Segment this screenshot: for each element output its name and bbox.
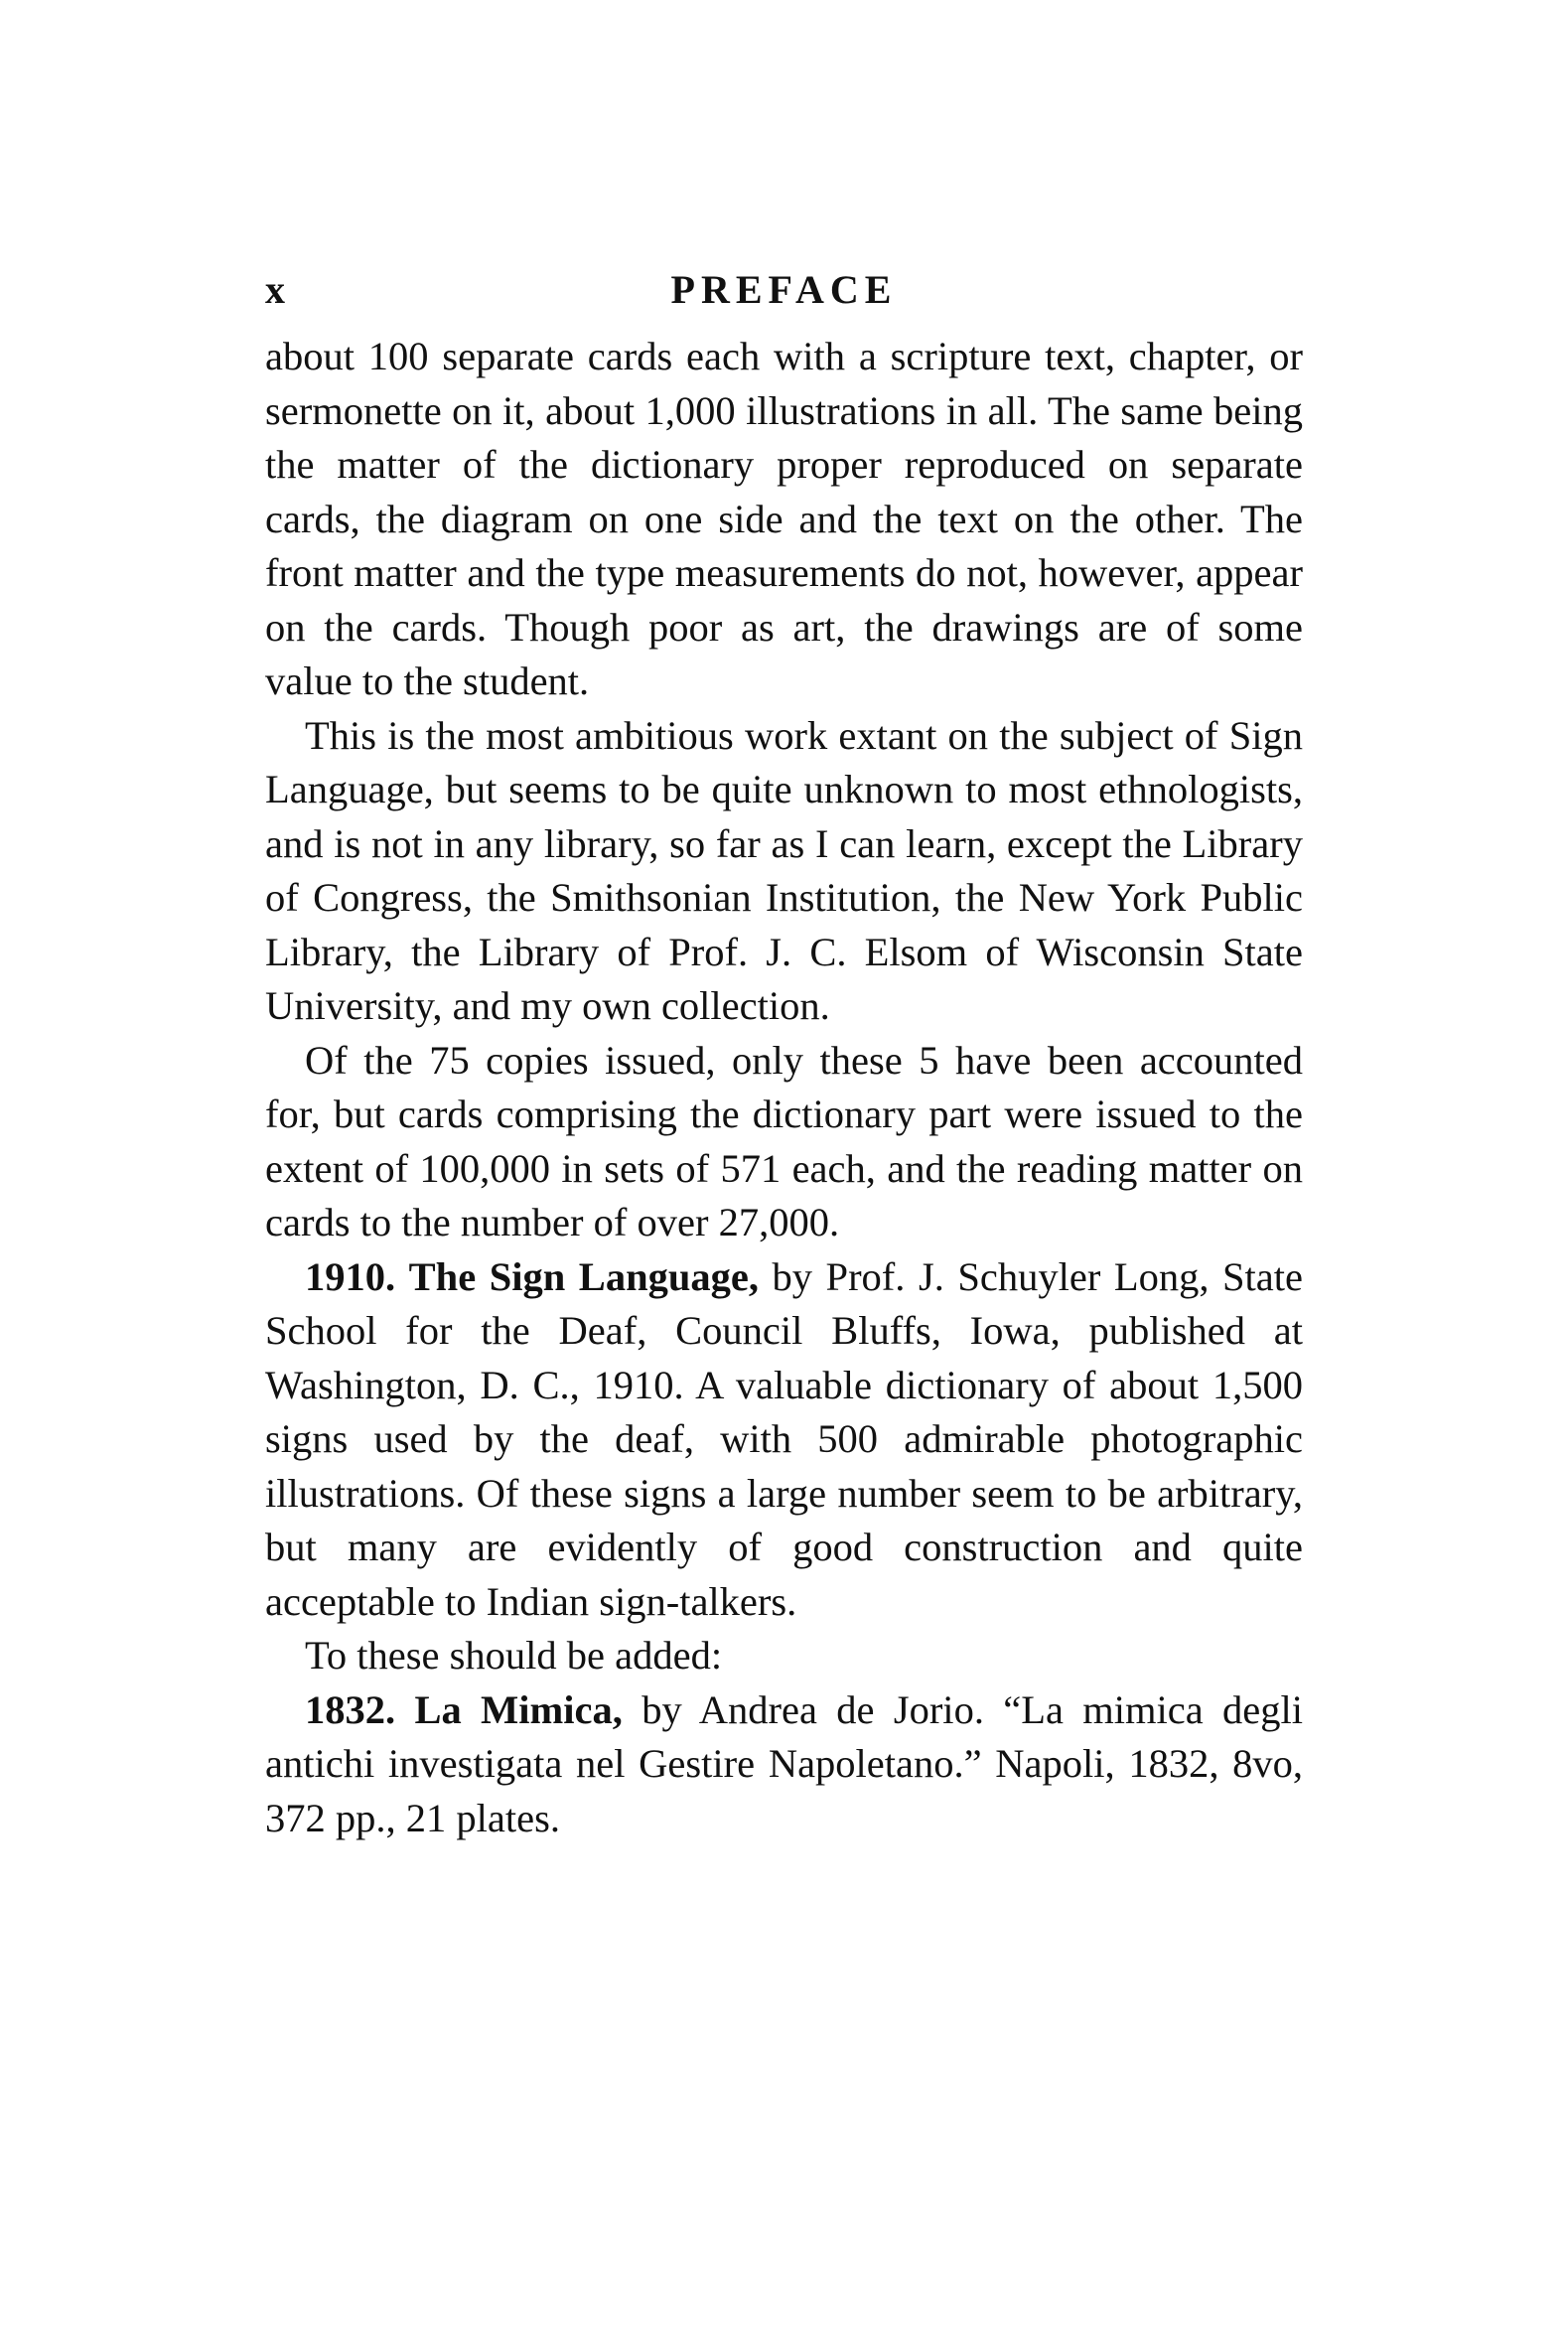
bibliography-entry-1832 [265, 1683, 1303, 1846]
page-number: x [265, 267, 286, 312]
paragraph-cards-description: about 100 separate cards each with a scripture text, chapter, or sermonette on it, about 1,000 illustrations in all. The same being the matter of the dictionary proper reproduced on separate cards, the diagram on one side and the text on the other. The front matter and the type measurements do not, however, appear on the cards. Though poor as art, the drawings are of some value to the student. [265, 334, 1303, 703]
running-head [265, 266, 1303, 318]
entry-title: La Mimica, [414, 1686, 623, 1732]
entry-text: by Prof. J. Schuyler Long, State School for the Deaf, Council Bluffs, Iowa, published at Washington, D. C., 1910. A valuable dictionary of about 1,500 signs used by the deaf, with 500 admirable photographic illustrations. Of these signs a large number seem to be arbitrary, but many are evidently of good construction and quite acceptable to Indian sign-talkers. [265, 1253, 1304, 1624]
paragraph-ambitious-work: This is the most ambitious work extant on the subject of Sign Language, but seems to be quite unknown to most ethnologists, and is not in any library, so far as I can learn, except the Library of Congress, the Smithsonian Institution, the New York Public Library, the Library of Prof. J. C. Elsom of Wisconsin State University, and my own collection. [265, 712, 1303, 1028]
entry-year: 1910. [305, 1253, 396, 1299]
book-page [265, 266, 1303, 1845]
entry-text: by Andrea de Jorio. “La mimica degli antichi investigata nel Gestire Napoletano.” Napoli, 1832, 8vo, 372 pp., 21 plates. [265, 1686, 1304, 1840]
paragraph-copies-issued: Of the 75 copies issued, only these 5 have been accounted for, but cards comprising the dictionary part were issued to the extent of 100,000 in sets of 571 each, and the reading matter on cards to the number of over 27,000. [265, 1037, 1303, 1244]
bibliography-entry-1910 [265, 1250, 1303, 1630]
paragraph-additions: To these should be added: [305, 1633, 723, 1678]
entry-title: The Sign Language, [408, 1253, 759, 1299]
entry-year: 1832. [305, 1686, 396, 1732]
page-title: PREFACE [670, 267, 898, 312]
